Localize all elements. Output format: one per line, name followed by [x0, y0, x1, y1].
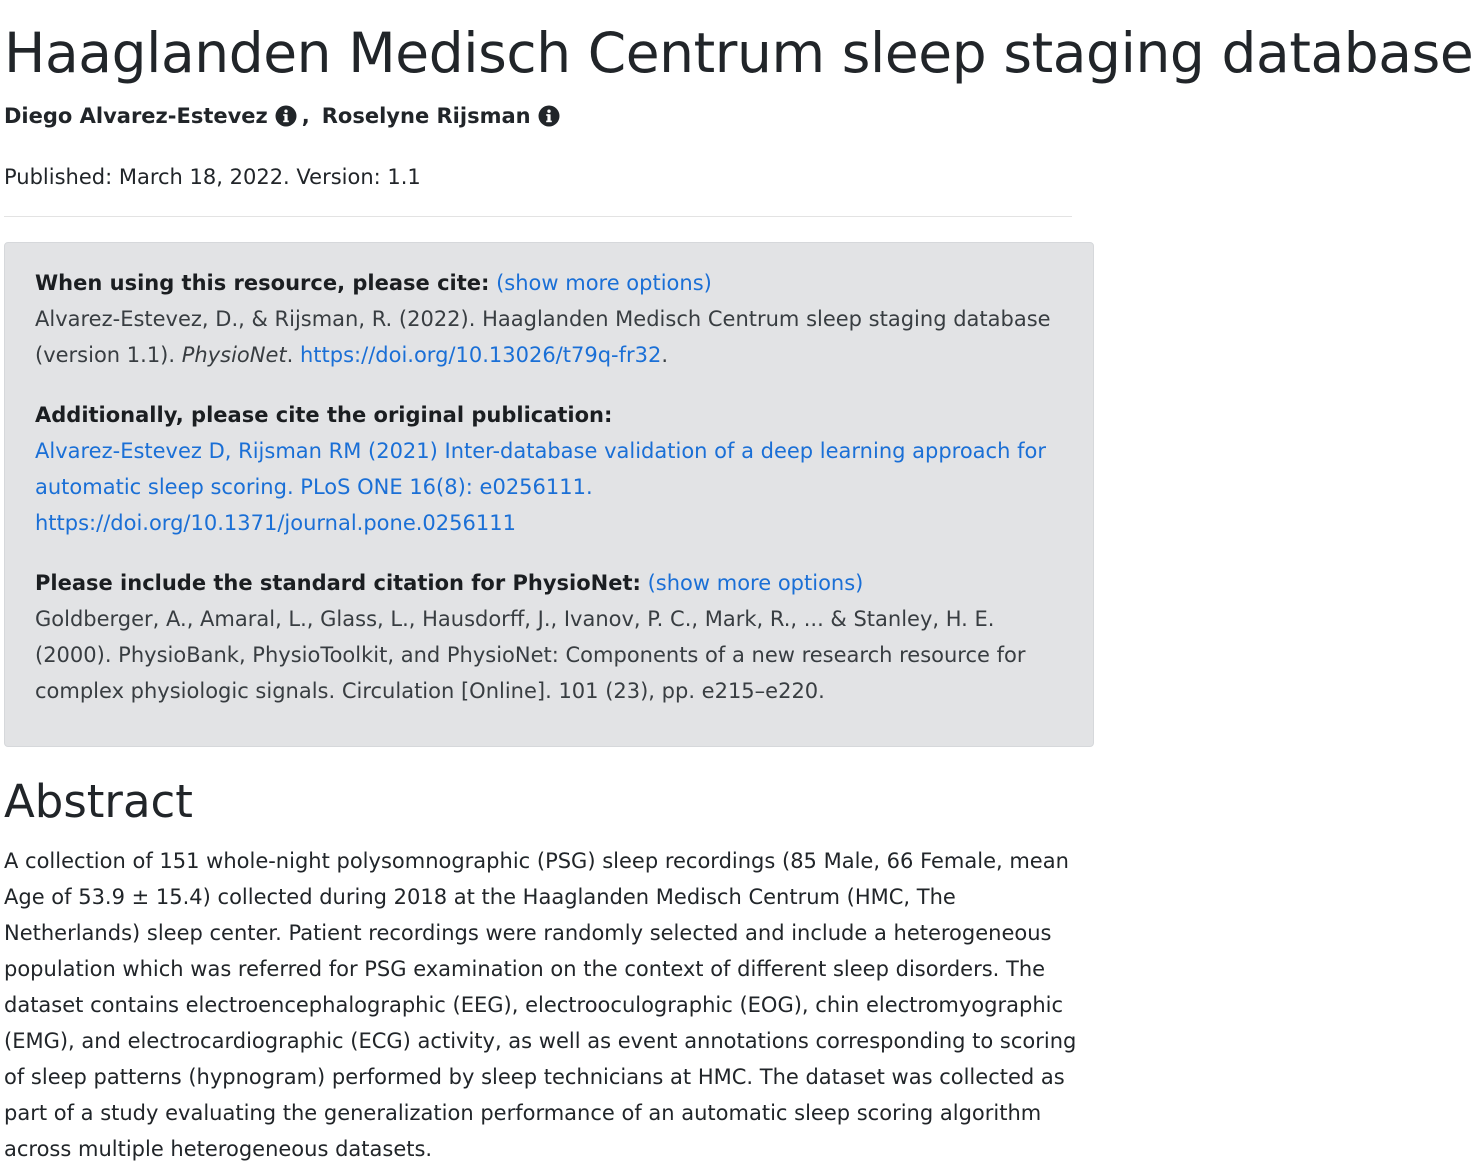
- abstract-heading: Abstract: [4, 775, 193, 828]
- cite-journal: PhysioNet: [181, 343, 287, 367]
- cite-doi-link[interactable]: https://doi.org/10.13026/t79q-fr32: [300, 343, 662, 367]
- author-name-1: Diego Alvarez-Estevez: [4, 104, 268, 128]
- author-separator: ,: [301, 104, 310, 128]
- cite-heading: When using this resource, please cite:: [35, 271, 490, 295]
- author-name-2: Roselyne Rijsman: [321, 104, 531, 128]
- show-more-options-link[interactable]: (show more options): [496, 271, 712, 295]
- author-list: [4, 100, 560, 132]
- original-publication-heading: Additionally, please cite the original publication:: [35, 403, 613, 427]
- page-title: Haaglanden Medisch Centrum sleep staging database: [4, 21, 1473, 85]
- published-info: Published: March 18, 2022. Version: 1.1: [4, 165, 421, 189]
- physionet-citation-text: Goldberger, A., Amaral, L., Glass, L., Hausdorff, J., Ivanov, P. C., Mark, R., ... & Stanley, H. E. (2000). PhysioBank, PhysioToolkit, and PhysioNet: Components of a new research resource for complex physiologic signals. Circulation [Online]. 101 (23), pp. e215–e220.: [35, 607, 1026, 703]
- info-circle-icon[interactable]: [538, 105, 560, 127]
- original-publication-doi-link[interactable]: https://doi.org/10.1371/journal.pone.0256111: [35, 511, 516, 535]
- abstract-text: A collection of 151 whole-night polysomnographic (PSG) sleep recordings (85 Male, 66 Female, mean Age of 53.9 ± 15.4) collected during 2018 at the Haaglanden Medisch Centrum (HMC, The Netherlands) sleep center. Patient recordings were randomly selected and include a heterogeneous population which was referred for PSG examination on the context of different sleep disorders. The dataset contains electroencephalographic (EEG), electrooculographic (EOG), chin electromyographic (EMG), and electrocardiographic (ECG) activity, as well as event annotations corresponding to scoring of sleep patterns (hypnogram) performed by sleep technicians at HMC. The dataset was collected as part of a study evaluating the generalization performance of an automatic sleep scoring algorithm across multiple heterogeneous datasets.: [4, 849, 1077, 1161]
- citation-box: [4, 242, 1094, 747]
- info-circle-icon[interactable]: [275, 105, 297, 127]
- physionet-citation-heading: Please include the standard citation for PhysioNet:: [35, 571, 641, 595]
- cite-text: Alvarez-Estevez, D., & Rijsman, R. (2022). Haaglanden Medisch Centrum sleep staging database (version 1.1).: [35, 307, 1051, 367]
- divider: [4, 216, 1072, 217]
- show-more-options-link-2[interactable]: (show more options): [647, 571, 864, 595]
- original-publication-link[interactable]: Alvarez-Estevez D, Rijsman RM (2021) Inter-database validation of a deep learning approach for automatic sleep scoring. PLoS ONE 16(8): e0256111.: [35, 439, 1046, 499]
- cite-block: When using this resource, please cite: (show more options) Alvarez-Estevez, D., & Rijsman, R. (2022). Haaglanden Medisch Centrum sleep staging database (version 1.1). PhysioNet. https://doi.org/10.13026/t79q-fr32.: [35, 271, 1051, 367]
- original-publication-block: [35, 397, 1060, 541]
- physionet-citation-block: [35, 565, 1060, 709]
